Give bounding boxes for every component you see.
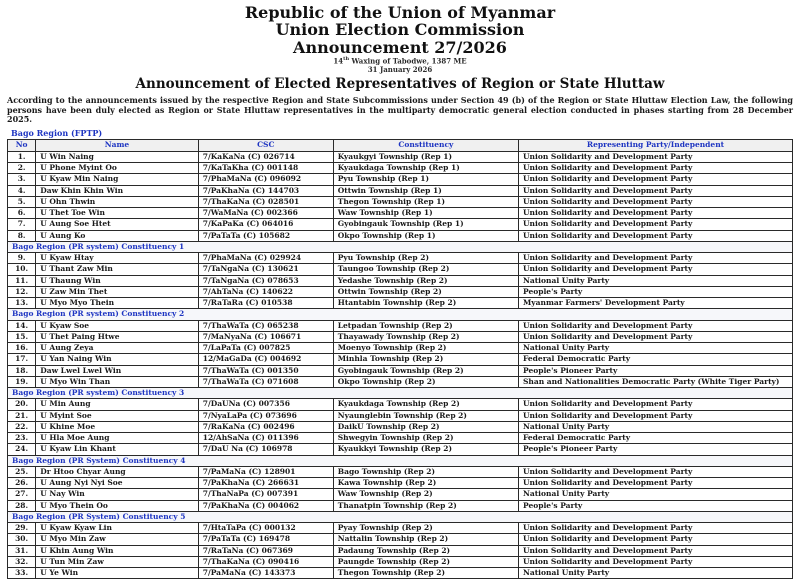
cell-csc: 7/KaKaNa (C) 026714 [198, 151, 333, 162]
cell-csc: 7/KaPaKa (C) 064016 [198, 219, 333, 230]
table-section-label: Bago Region (PR system) Constituency 3 [8, 388, 793, 399]
cell-name: U Myo Min Zaw [36, 534, 198, 545]
cell-csc: 7/LaPaTa (C) 007825 [198, 343, 333, 354]
table-row [8, 320, 793, 331]
table-row [8, 230, 793, 241]
results-table-body [8, 151, 793, 579]
cell-party: Union Solidarity and Development Party [519, 466, 793, 477]
cell-party: National Unity Party [519, 343, 793, 354]
cell-party: National Unity Party [519, 275, 793, 286]
cell-constituency: Okpo Township (Rep 1) [333, 230, 518, 241]
cell-constituency: Waw Township (Rep 1) [333, 208, 518, 219]
cell-csc: 7/RaTaRa (C) 010538 [198, 298, 333, 309]
masthead [7, 4, 793, 92]
cell-no: 31. [8, 545, 36, 556]
cell-name: U Hla Moe Aung [36, 433, 198, 444]
cell-no: 1. [8, 151, 36, 162]
cell-party: Union Solidarity and Development Party [519, 208, 793, 219]
cell-no: 18. [8, 365, 36, 376]
cell-csc: 7/RaKaNa (C) 002496 [198, 421, 333, 432]
table-row [8, 500, 793, 511]
cell-constituency: Thayawady Township (Rep 2) [333, 331, 518, 342]
table-section-label: Bago Region (PR System) Constituency 4 [8, 455, 793, 466]
cell-no: 27. [8, 489, 36, 500]
intro-paragraph: According to the announcements issued by the respective Region and State Subcommissions under Section 49 (b) of the Region or State Hluttaw Election Law, the following persons have been duly elected as Region or State Hluttaw representatives in the multiparty democratic general election conducted in phases starting from 28 December 2025. [7, 95, 793, 125]
elected-representatives-table [7, 139, 793, 579]
doc-title-announcement-number: Announcement 27/2026 [293, 37, 507, 57]
doc-subtitle: Announcement of Elected Representatives of Region or State Hluttaw [135, 76, 665, 93]
cell-party: People's Pioneer Party [519, 365, 793, 376]
cell-no: 3. [8, 174, 36, 185]
cell-constituency: Pyay Township (Rep 2) [333, 523, 518, 534]
cell-party: Union Solidarity and Development Party [519, 174, 793, 185]
cell-constituency: Kyaukdaga Township (Rep 1) [333, 163, 518, 174]
table-section-label: Bago Region (PR system) Constituency 1 [8, 241, 793, 252]
cell-name: U Thaung Win [36, 275, 198, 286]
cell-constituency: Yedashe Township (Rep 2) [333, 275, 518, 286]
cell-no: 21. [8, 410, 36, 421]
table-row [8, 568, 793, 579]
table-row [8, 275, 793, 286]
section-label-bago-fptp: Bago Region (FPTP) [11, 127, 103, 138]
cell-csc: 7/PhaMaNa (C) 096092 [198, 174, 333, 185]
cell-constituency: Taungoo Township (Rep 2) [333, 264, 518, 275]
cell-no: 10. [8, 264, 36, 275]
cell-name: U Phone Myint Oo [36, 163, 198, 174]
cell-csc: 7/PaMaNa (C) 143373 [198, 568, 333, 579]
table-section-row [8, 511, 793, 522]
table-row [8, 163, 793, 174]
table-row [8, 208, 793, 219]
table-section-row [8, 241, 793, 252]
cell-csc: 7/PaKhaNa (C) 144703 [198, 185, 333, 196]
cell-no: 7. [8, 219, 36, 230]
cell-no: 24. [8, 444, 36, 455]
cell-no: 15. [8, 331, 36, 342]
cell-name: U Kyaw Htay [36, 253, 198, 264]
cell-party: Union Solidarity and Development Party [519, 478, 793, 489]
cell-name: Daw Lwel Lwel Win [36, 365, 198, 376]
cell-constituency: Nyaunglebin Township (Rep 2) [333, 410, 518, 421]
cell-no: 23. [8, 433, 36, 444]
col-header-csc: CSC [198, 139, 333, 151]
cell-no: 28. [8, 500, 36, 511]
cell-name: U Myo Thein Oo [36, 500, 198, 511]
cell-name: U Myo Myo Thein [36, 298, 198, 309]
cell-party: Union Solidarity and Development Party [519, 253, 793, 264]
cell-constituency: Pyu Township (Rep 1) [333, 174, 518, 185]
cell-party: Union Solidarity and Development Party [519, 320, 793, 331]
cell-party: People's Pioneer Party [519, 444, 793, 455]
cell-name: U Yan Naing Win [36, 354, 198, 365]
doc-title-commission: Union Election Commission [275, 20, 525, 40]
cell-csc: 12/MaGaDa (C) 004692 [198, 354, 333, 365]
cell-constituency: Ottwin Township (Rep 2) [333, 286, 518, 297]
table-section-row [8, 309, 793, 320]
table-row [8, 365, 793, 376]
myanmar-date-day: 14 [333, 56, 344, 66]
cell-constituency: Nattalin Township (Rep 2) [333, 534, 518, 545]
cell-no: 19. [8, 376, 36, 387]
cell-no: 12. [8, 286, 36, 297]
cell-no: 29. [8, 523, 36, 534]
cell-name: Daw Khin Khin Win [36, 185, 198, 196]
table-row [8, 185, 793, 196]
cell-csc: 7/DaUNa (C) 007356 [198, 399, 333, 410]
myanmar-calendar-date [7, 57, 793, 65]
cell-name: U Myo Win Than [36, 376, 198, 387]
cell-party: Union Solidarity and Development Party [519, 185, 793, 196]
cell-party: Union Solidarity and Development Party [519, 151, 793, 162]
table-row [8, 421, 793, 432]
cell-party: Union Solidarity and Development Party [519, 196, 793, 207]
cell-constituency: Waw Township (Rep 2) [333, 489, 518, 500]
cell-no: 5. [8, 196, 36, 207]
cell-name: U Khin Aung Win [36, 545, 198, 556]
cell-csc: 7/KaTaKha (C) 001148 [198, 163, 333, 174]
table-header-row [8, 139, 793, 151]
cell-csc: 12/AhSaNa (C) 011396 [198, 433, 333, 444]
table-row [8, 174, 793, 185]
cell-no: 20. [8, 399, 36, 410]
cell-name: U Kyaw Kyaw Lin [36, 523, 198, 534]
table-row [8, 556, 793, 567]
cell-constituency: Letpadan Township (Rep 2) [333, 320, 518, 331]
cell-no: 13. [8, 298, 36, 309]
cell-constituency: Padaung Township (Rep 2) [333, 545, 518, 556]
table-section-row [8, 455, 793, 466]
myanmar-date-ordinal: th [343, 55, 350, 62]
cell-csc: 7/ThaKaNa (C) 028501 [198, 196, 333, 207]
cell-no: 26. [8, 478, 36, 489]
table-row [8, 433, 793, 444]
cell-party: Union Solidarity and Development Party [519, 264, 793, 275]
cell-name: U Myint Soe [36, 410, 198, 421]
cell-csc: 7/MaNyaNa (C) 106671 [198, 331, 333, 342]
cell-csc: 7/ThaWaTa (C) 071608 [198, 376, 333, 387]
table-row [8, 444, 793, 455]
cell-csc: 7/AhTaNa (C) 140622 [198, 286, 333, 297]
cell-name: U Kyaw Soe [36, 320, 198, 331]
cell-constituency: Minhla Township (Rep 2) [333, 354, 518, 365]
cell-csc: 7/ThaKaNa (C) 090416 [198, 556, 333, 567]
gregorian-date: 31 January 2026 [367, 65, 433, 75]
cell-no: 4. [8, 185, 36, 196]
cell-csc: 7/ThaWaTa (C) 001350 [198, 365, 333, 376]
table-row [8, 399, 793, 410]
cell-name: U Thant Zaw Min [36, 264, 198, 275]
cell-no: 11. [8, 275, 36, 286]
cell-name: U Aung Nyi Nyi Soe [36, 478, 198, 489]
cell-party: Union Solidarity and Development Party [519, 219, 793, 230]
cell-name: U Aung Zeya [36, 343, 198, 354]
table-row [8, 298, 793, 309]
cell-party: Union Solidarity and Development Party [519, 331, 793, 342]
table-row [8, 253, 793, 264]
cell-name: U Tun Min Zaw [36, 556, 198, 567]
table-section-row [8, 388, 793, 399]
cell-csc: 7/NyaLaPa (C) 073696 [198, 410, 333, 421]
cell-party: Shan and Nationalities Democratic Party (White Tiger Party) [519, 376, 793, 387]
doc-title-country: Republic of the Union of Myanmar [244, 3, 556, 22]
cell-no: 2. [8, 163, 36, 174]
cell-name: U Nay Win [36, 489, 198, 500]
cell-party: Union Solidarity and Development Party [519, 523, 793, 534]
cell-csc: 7/PaTaTa (C) 105682 [198, 230, 333, 241]
cell-constituency: Moenyo Township (Rep 2) [333, 343, 518, 354]
cell-constituency: Gyobingauk Township (Rep 2) [333, 365, 518, 376]
cell-party: Federal Democratic Party [519, 433, 793, 444]
cell-no: 16. [8, 343, 36, 354]
cell-constituency: Kyaukgyi Township (Rep 1) [333, 151, 518, 162]
cell-name: U Thet Paing Htwe [36, 331, 198, 342]
cell-csc: 7/PaTaTa (C) 169478 [198, 534, 333, 545]
table-row [8, 489, 793, 500]
cell-name: U Win Naing [36, 151, 198, 162]
cell-no: 22. [8, 421, 36, 432]
myanmar-date-rest: Waxing of Tabodwe, 1387 ME [349, 56, 467, 66]
table-row [8, 354, 793, 365]
cell-constituency: Ottwin Township (Rep 1) [333, 185, 518, 196]
cell-party: Union Solidarity and Development Party [519, 230, 793, 241]
table-section-label: Bago Region (PR System) Constituency 5 [8, 511, 793, 522]
cell-csc: 7/TaNgaNa (C) 130621 [198, 264, 333, 275]
cell-no: 8. [8, 230, 36, 241]
cell-constituency: Thegon Township (Rep 2) [333, 568, 518, 579]
table-row [8, 151, 793, 162]
cell-no: 14. [8, 320, 36, 331]
cell-name: U Kyaw Lin Khant [36, 444, 198, 455]
cell-constituency: Thegon Township (Rep 1) [333, 196, 518, 207]
cell-csc: 7/PaKhaNa (C) 004062 [198, 500, 333, 511]
cell-no: 32. [8, 556, 36, 567]
cell-csc: 7/DaU Na (C) 106978 [198, 444, 333, 455]
cell-party: National Unity Party [519, 489, 793, 500]
table-row [8, 545, 793, 556]
cell-party: People's Party [519, 286, 793, 297]
cell-csc: 7/HtaTaPa (C) 000132 [198, 523, 333, 534]
cell-name: U Ye Win [36, 568, 198, 579]
cell-no: 6. [8, 208, 36, 219]
table-row [8, 286, 793, 297]
cell-csc: 7/PaMaNa (C) 128901 [198, 466, 333, 477]
col-header-no: No [8, 139, 36, 151]
table-row [8, 331, 793, 342]
cell-name: U Zaw Min Thet [36, 286, 198, 297]
table-row [8, 376, 793, 387]
cell-party: National Unity Party [519, 421, 793, 432]
cell-no: 33. [8, 568, 36, 579]
cell-no: 17. [8, 354, 36, 365]
cell-csc: 7/PaKhaNa (C) 266631 [198, 478, 333, 489]
col-header-party: Representing Party/Independent [519, 139, 793, 151]
table-header [8, 139, 793, 151]
cell-party: National Unity Party [519, 568, 793, 579]
cell-no: 30. [8, 534, 36, 545]
cell-csc: 7/WaMaNa (C) 002366 [198, 208, 333, 219]
cell-party: Union Solidarity and Development Party [519, 556, 793, 567]
cell-name: U Aung Soe Htet [36, 219, 198, 230]
cell-constituency: Kyaukdaga Township (Rep 2) [333, 399, 518, 410]
cell-party: Union Solidarity and Development Party [519, 399, 793, 410]
cell-name: U Thet Toe Win [36, 208, 198, 219]
table-row [8, 264, 793, 275]
cell-constituency: Gyobingauk Township (Rep 1) [333, 219, 518, 230]
cell-csc: 7/ThaWaTa (C) 065238 [198, 320, 333, 331]
table-row [8, 410, 793, 421]
cell-party: Union Solidarity and Development Party [519, 534, 793, 545]
cell-no: 9. [8, 253, 36, 264]
cell-name: U Min Aung [36, 399, 198, 410]
cell-constituency: Paungde Township (Rep 2) [333, 556, 518, 567]
cell-party: Federal Democratic Party [519, 354, 793, 365]
cell-constituency: DaikU Township (Rep 2) [333, 421, 518, 432]
cell-name: U Aung Ko [36, 230, 198, 241]
cell-csc: 7/TaNgaNa (C) 078653 [198, 275, 333, 286]
cell-csc: 7/RaTaNa (C) 067369 [198, 545, 333, 556]
cell-party: Union Solidarity and Development Party [519, 163, 793, 174]
table-row [8, 196, 793, 207]
table-section-label: Bago Region (PR system) Constituency 2 [8, 309, 793, 320]
col-header-constituency: Constituency [333, 139, 518, 151]
cell-party: Myanmar Farmers' Development Party [519, 298, 793, 309]
table-row [8, 343, 793, 354]
col-header-name: Name [36, 139, 198, 151]
cell-name: Dr Htoo Chyar Aung [36, 466, 198, 477]
cell-name: U Kyaw Min Naing [36, 174, 198, 185]
cell-name: U Khine Moe [36, 421, 198, 432]
cell-constituency: Pyu Township (Rep 2) [333, 253, 518, 264]
cell-constituency: Kyaukkyi Township (Rep 2) [333, 444, 518, 455]
cell-constituency: Bago Township (Rep 2) [333, 466, 518, 477]
cell-no: 25. [8, 466, 36, 477]
table-row [8, 466, 793, 477]
table-row [8, 478, 793, 489]
cell-constituency: Okpo Township (Rep 2) [333, 376, 518, 387]
cell-party: People's Party [519, 500, 793, 511]
cell-csc: 7/ThaNaPa (C) 007391 [198, 489, 333, 500]
cell-name: U Ohn Thwin [36, 196, 198, 207]
table-row [8, 219, 793, 230]
cell-csc: 7/PhaMaNa (C) 029924 [198, 253, 333, 264]
cell-party: Union Solidarity and Development Party [519, 545, 793, 556]
cell-party: Union Solidarity and Development Party [519, 410, 793, 421]
cell-constituency: Shwegyin Township (Rep 2) [333, 433, 518, 444]
table-row [8, 523, 793, 534]
cell-constituency: Thanatpin Township (Rep 2) [333, 500, 518, 511]
cell-constituency: Htantabin Township (Rep 2) [333, 298, 518, 309]
table-row [8, 534, 793, 545]
cell-constituency: Kawa Township (Rep 2) [333, 478, 518, 489]
